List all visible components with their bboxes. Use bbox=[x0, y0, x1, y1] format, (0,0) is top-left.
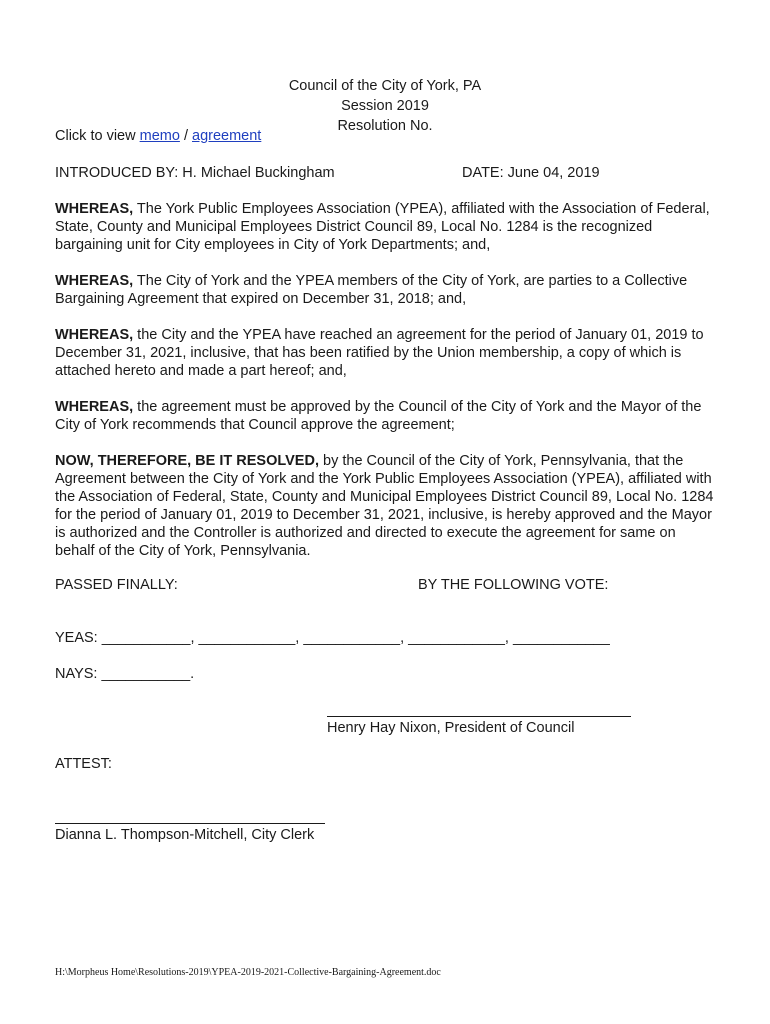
president-signature-line bbox=[327, 716, 631, 717]
yeas-line: YEAS: ___________, ____________, ____________, ____________, ____________ bbox=[55, 630, 610, 646]
paragraph-lead: NOW, THEREFORE, BE IT RESOLVED, bbox=[55, 453, 319, 469]
clerk-name: Dianna L. Thompson-Mitchell, City Clerk bbox=[55, 827, 315, 843]
whereas-paragraph-2 bbox=[55, 272, 717, 308]
view-links-prefix: Click to view bbox=[55, 128, 136, 144]
paragraph-text: by the Council of the City of York, Pennsylvania, that the Agreement between the City of York and the York Public Employees Association (YPEA), affiliated with the Association of Federal, State, County and Municipal Employees District Council 89, Local No. 1284 for the period of January 01, 2019 to December 31, 2021, inclusive, is hereby approved and the Mayor is authorized and the Controller is authorized and directed to execute the agreement for same on behalf of the City of York, Pennsylvania. bbox=[55, 453, 714, 559]
clerk-signature-line bbox=[55, 823, 325, 824]
vote-label: BY THE FOLLOWING VOTE: bbox=[418, 577, 609, 593]
whereas-paragraph-3 bbox=[55, 326, 717, 380]
paragraph-text: The City of York and the YPEA members of the City of York, are parties to a Collective Bargaining Agreement that expired on December 31, 2018; and, bbox=[55, 273, 688, 307]
council-title: Council of the City of York, PA bbox=[288, 78, 482, 94]
paragraph-lead: WHEREAS, bbox=[55, 399, 134, 415]
introduced-date: DATE: June 04, 2019 bbox=[462, 165, 600, 181]
whereas-paragraph-4 bbox=[55, 398, 717, 434]
link-separator: / bbox=[183, 128, 188, 144]
document-header bbox=[0, 76, 770, 136]
paragraph-text: The York Public Employees Association (YPEA), affiliated with the Association of Federal, State, County and Municipal Employees District Council 89, Local No. 1284 is the recognized bargaining unit for City employees in City of York Departments; and, bbox=[55, 201, 710, 253]
resolution-label: Resolution No. bbox=[337, 118, 433, 134]
paragraph-lead: WHEREAS, bbox=[55, 327, 134, 343]
view-links-line bbox=[55, 128, 261, 144]
whereas-paragraph-1 bbox=[55, 200, 717, 254]
introduced-by: INTRODUCED BY: H. Michael Buckingham bbox=[55, 165, 335, 181]
paragraph-lead: WHEREAS, bbox=[55, 201, 134, 217]
nays-line: NAYS: ___________. bbox=[55, 666, 195, 682]
president-name: Henry Hay Nixon, President of Council bbox=[327, 720, 575, 736]
paragraph-lead: WHEREAS, bbox=[55, 273, 134, 289]
agreement-link[interactable]: agreement bbox=[192, 128, 262, 144]
resolved-paragraph bbox=[55, 452, 717, 560]
paragraph-text: the City and the YPEA have reached an agreement for the period of January 01, 2019 to December 31, 2021, inclusive, that has been ratified by the Union membership, a copy of which is attached hereto and made a part hereof; and, bbox=[55, 327, 704, 379]
session-label: Session 2019 bbox=[341, 98, 429, 114]
attest-label: ATTEST: bbox=[55, 756, 112, 772]
passed-finally-label: PASSED FINALLY: bbox=[55, 577, 178, 593]
file-path-footer: H:\Morpheus Home\Resolutions-2019\YPEA-2019-2021-Collective-Bargaining-Agreement.doc bbox=[55, 967, 441, 978]
paragraph-text: the agreement must be approved by the Council of the City of York and the Mayor of the City of York recommends that Council approve the agreement; bbox=[55, 399, 702, 433]
memo-link[interactable]: memo bbox=[139, 128, 180, 144]
